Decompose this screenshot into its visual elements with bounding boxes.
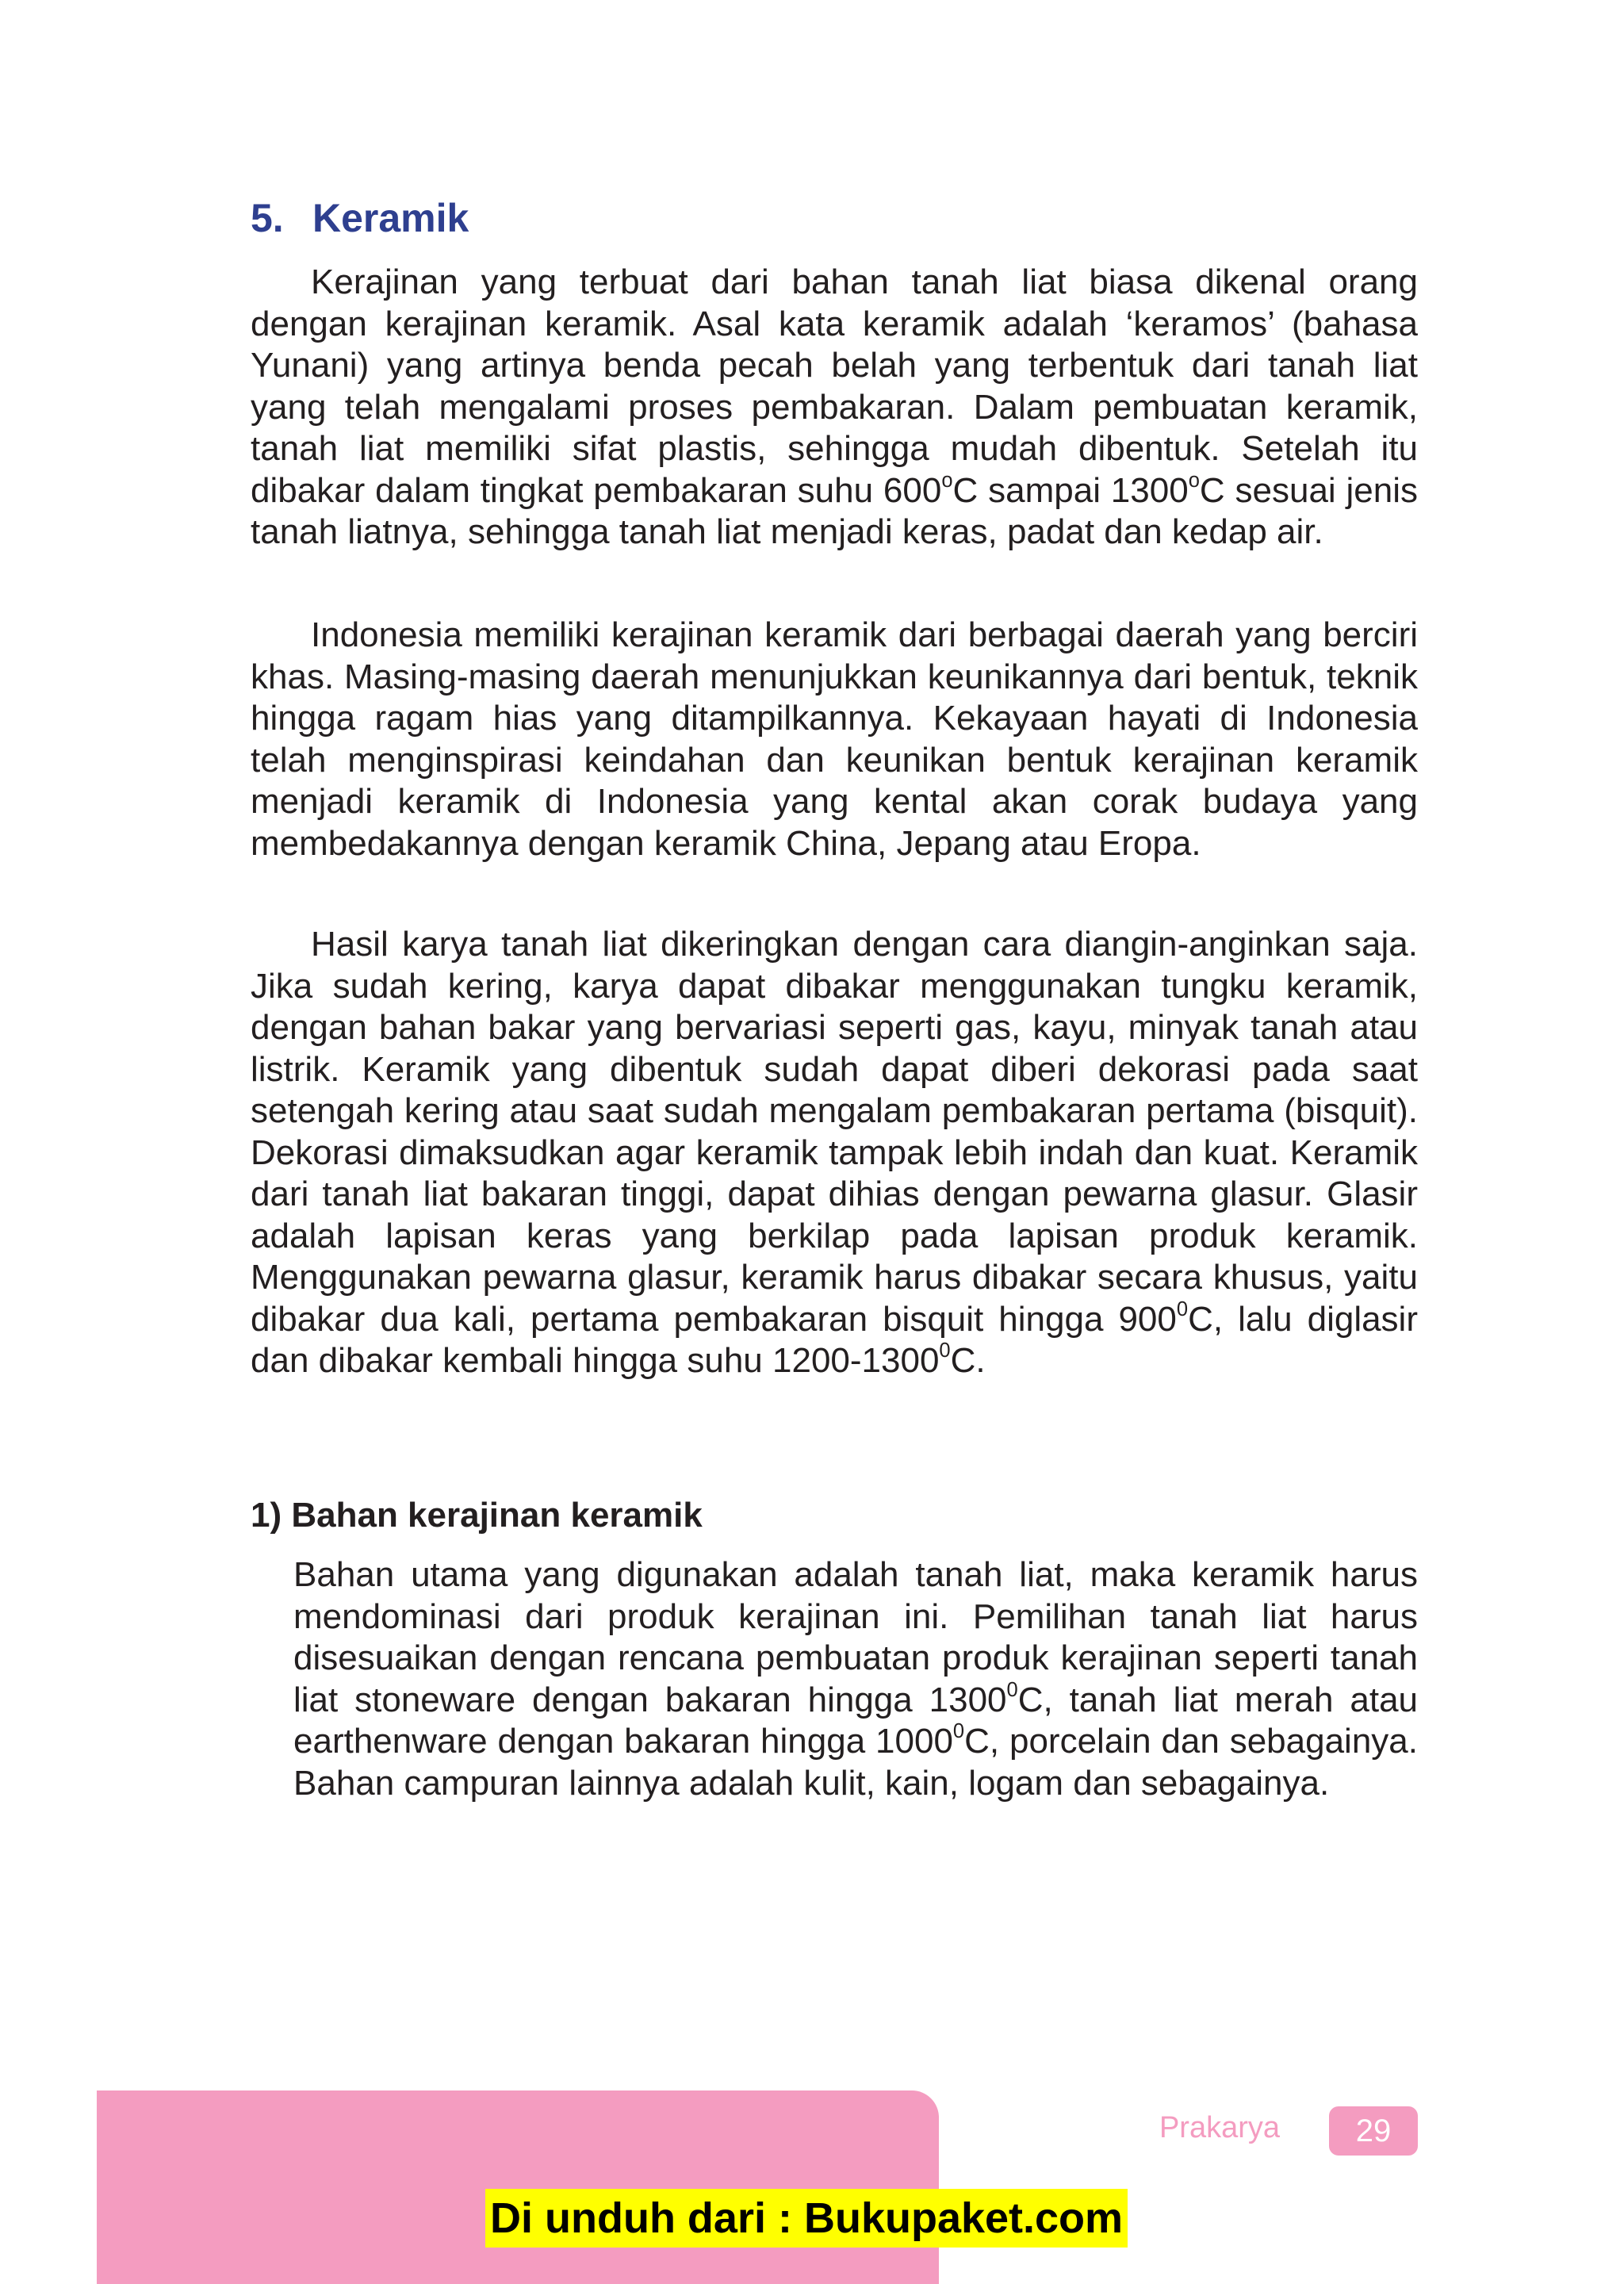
subsection-heading: 1) Bahan kerajinan keramik <box>251 1496 703 1535</box>
download-watermark: Di unduh dari : Bukupaket.com <box>485 2189 1128 2248</box>
footer-book-title: Prakarya <box>1159 2111 1280 2144</box>
section-heading <box>251 195 469 241</box>
page-number: 29 <box>1329 2106 1418 2156</box>
paragraph: Kerajinan yang terbuat dari bahan tanah liat biasa dikenal orang dengan kerajinan keramik. Asal kata keramik adalah ‘keramos’ (bahasa Yunani) yang artinya benda pecah belah yang terbentuk dari tanah liat yang telah mengalami proses pembakaran. Dalam pembuatan keramik, tanah liat memiliki sifat plastis, sehingga mudah dibentuk. Setelah itu dibakar dalam tingkat pembakaran suhu 600$^o$C sampai 1300$^o$C sesuai jenis tanah liatnya, sehingga tanah liat menjadi keras, padat dan kedap air. <box>251 263 1419 551</box>
footer-band <box>97 2090 939 2284</box>
superscript: 0 <box>1006 1678 1018 1701</box>
subsection-paragraph: Bahan utama yang digunakan adalah tanah liat, maka keramik harus mendominasi dari produk kerajinan ini. Pemilihan tanah liat harus disesuaikan dengan rencana pembuatan produk kerajinan seperti tanah liat stoneware dengan bakaran hingga 1300$^0$C, tanah liat merah atau earthenware dengan bakaran hingga 1000$^0$C, porcelain dan sebagainya. Bahan campuran lainnya adalah kulit, kain, logam dan sebagainya. <box>293 1555 1419 1803</box>
superscript: 0 <box>952 1719 965 1742</box>
superscript: o <box>941 469 953 492</box>
superscript: o <box>1188 469 1200 492</box>
paragraph: Hasil karya tanah liat dikeringkan dengan cara diangin-anginkan saja. Jika sudah kering, karya dapat dibakar menggunakan tungku keramik, dengan bahan bakar yang bervariasi seperti gas, kayu, minyak tanah atau listrik. Keramik yang dibentuk sudah dapat diberi dekorasi pada saat setengah kering atau saat sudah mengalam pembakaran pertama (bisquit). Dekorasi dimaksudkan agar keramik tampak lebih indah dan kuat. Keramik dari tanah liat bakaran tinggi, dapat dihias dengan pewarna glasur. Glasir adalah lapisan keras yang berkilap pada lapisan produk keramik. Menggunakan pewarna glasur, keramik harus dibakar secara khusus, yaitu dibakar dua kali, pertama pembakaran bisquit hingga $900^0C$, lalu diglasir dan dibakar kembali hingga suhu 1200-1300$^0$C. <box>251 925 1418 1380</box>
section-title: Keramik <box>312 196 469 240</box>
section-number: 5. <box>251 196 284 240</box>
superscript: 0 <box>939 1339 951 1362</box>
superscript: 0 <box>1176 1297 1189 1320</box>
paragraph: Indonesia memiliki kerajinan keramik dari berbagai daerah yang berciri khas. Masing-masing daerah menunjukkan keunikannya dari bentuk, teknik hingga ragam hias yang ditampilkannya. Kekayaan hayati di Indonesia telah menginspirasi keindahan dan keunikan bentuk kerajinan keramik menjadi keramik di Indonesia yang kental akan corak budaya yang membedakannya dengan keramik China, Jepang atau Eropa. <box>251 615 1418 863</box>
